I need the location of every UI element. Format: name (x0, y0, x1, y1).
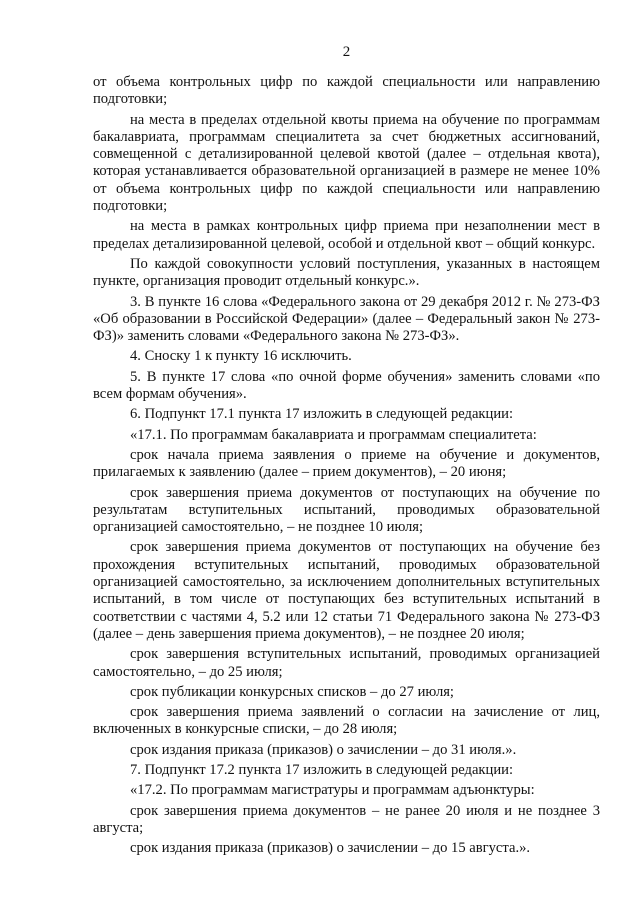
paragraph: 6. Подпункт 17.1 пункта 17 изложить в следующей редакции: (130, 406, 514, 423)
paragraph: По каждой совокупности условий поступления, указанных в настоящем пункте, организация проводит отдельный конкурс.». (93, 255, 600, 290)
paragraph: срок завершения приема документов – не ранее 20 июля и не позднее 3 августа; (93, 802, 600, 836)
paragraph: «17.1. По программам бакалавриата и программам специалитета: (130, 426, 537, 443)
page-number: 2 (342, 44, 351, 60)
paragraph: срок завершения приема документов от поступающих на обучение по результатам вступительных испытаний, проводимых образовательной организацией самостоятельно, – не позднее 10 июля; (93, 484, 600, 536)
paragraph: срок издания приказа (приказов) о зачислении – до 15 августа.». (130, 840, 531, 857)
paragraph: срок начала приема заявления о приеме на обучение и документов, прилагаемых к заявлению (далее – прием документов), – 20 июня; (93, 446, 600, 481)
paragraph: срок завершения приема заявлений о согласии на зачисление от лиц, включенных в конкурсные списки, – до 28 июля; (93, 704, 600, 738)
paragraph: срок публикации конкурсных списков – до 27 июля; (130, 683, 454, 700)
paragraph: срок завершения вступительных испытаний, проводимых организацией самостоятельно, – до 25 июля; (93, 646, 600, 680)
paragraph: 4. Сноску 1 к пункту 16 исключить. (130, 348, 352, 365)
paragraph: 3. В пункте 16 слова «Федерального закона от 29 декабря 2012 г. № 273-ФЗ «Об образовании в Российской Федерации» (далее – Федеральный закон № 273-ФЗ)» заменить словами «Федерального закона № 273-ФЗ». (93, 293, 600, 345)
paragraph: «17.2. По программам магистратуры и программам адъюнктуры: (130, 782, 535, 799)
paragraph: срок завершения приема документов от поступающих на обучение без прохождения вступительных испытаний, проводимых образовательной организацией самостоятельно, за исключением дополнительных вступительных испытаний, в том числе от поступающих без вступительных испытаний в соответствии с частями 4, 5.2 или 12 статьи 71 Федерального закона № 273-ФЗ (далее – день завершения приема документов), – не позднее 20 июля; (93, 539, 600, 642)
paragraph: 7. Подпункт 17.2 пункта 17 изложить в следующей редакции: (130, 761, 514, 778)
paragraph: срок издания приказа (приказов) о зачислении – до 31 июля.». (130, 741, 517, 758)
paragraph: на места в пределах отдельной квоты приема на обучение по программам бакалавриата, программам специалитета за счет бюджетных ассигнований, совмещенной с детализированной целевой квотой (далее – отдельная квота), которая устанавливается образовательной организацией в размере не менее 10% от объема контрольных цифр по каждой специальности или направлению подготовки; (93, 111, 600, 215)
paragraph: от объема контрольных цифр по каждой специальности или направлению подготовки; (93, 74, 600, 108)
paragraph: 5. В пункте 17 слова «по очной форме обучения» заменить словами «по всем формам обучения». (93, 368, 600, 403)
document-body (93, 74, 600, 857)
paragraph: на места в рамках контрольных цифр приема при незаполнении мест в пределах детализированной целевой, особой и отдельной квот – общий конкурс. (93, 218, 600, 252)
